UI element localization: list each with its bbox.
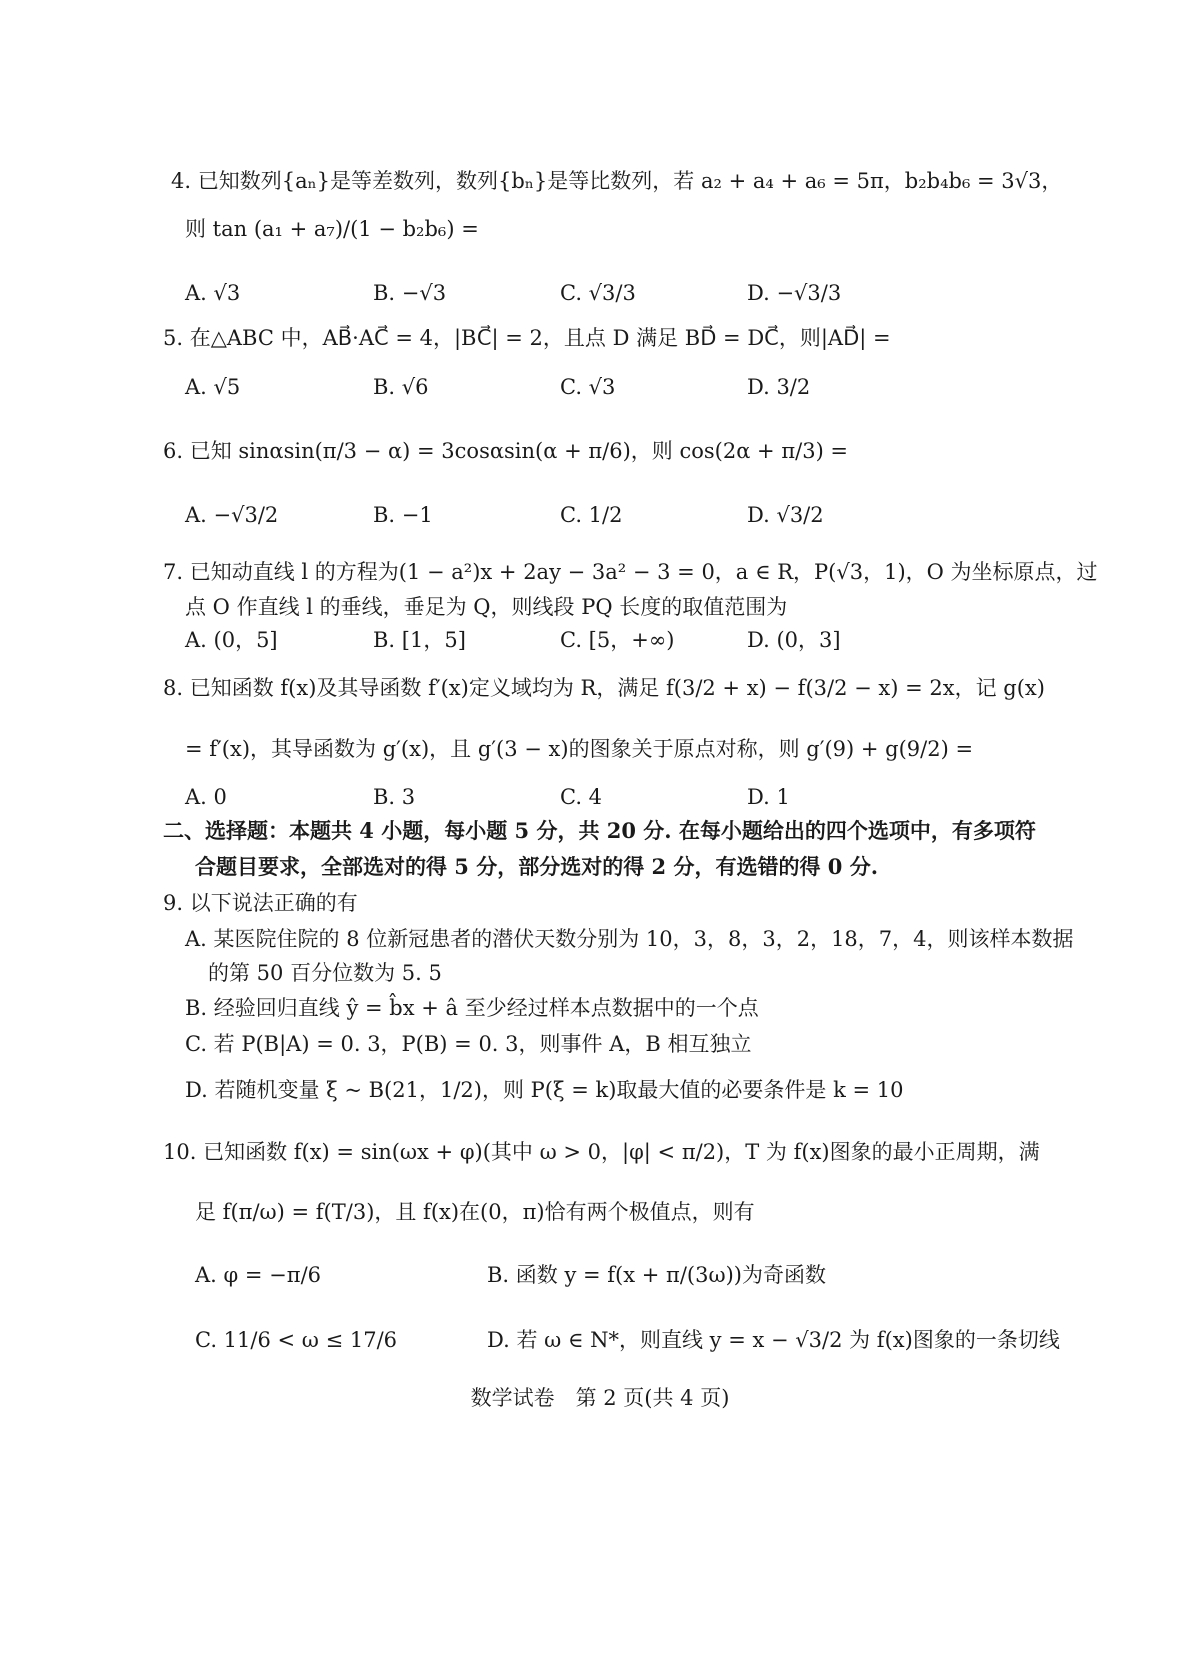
q9-option-a-line-1: A. 某医院住院的 8 位新冠患者的潜伏天数分别为 10，3，8，3，2，18，7，4，则该样本数据 xyxy=(185,927,1074,951)
q5-option-d: D. 3/2 xyxy=(747,375,811,399)
q9-option-d: D. 若随机变量 ξ ~ B(21，1/2)，则 P(ξ = k)取最大值的必要条件是 k = 10 xyxy=(185,1078,904,1102)
q10-option-b: B. 函数 y = f(x + π/(3ω))为奇函数 xyxy=(487,1263,826,1287)
q7-option-a: A. (0，5] xyxy=(185,628,278,652)
q6-option-b: B. −1 xyxy=(373,503,433,527)
q4-option-a: A. √3 xyxy=(185,281,241,305)
q5-option-b: B. √6 xyxy=(373,375,429,399)
section-2-heading-line-2: 合题目要求，全部选对的得 5 分，部分选对的得 2 分，有选错的得 0 分. xyxy=(195,854,879,879)
q7-line-1: 7. 已知动直线 l 的方程为(1 − a²)x + 2ay − 3a² − 3 = 0，a ∈ R，P(√3，1)，O 为坐标原点，过 xyxy=(163,560,1098,584)
q9-option-c: C. 若 P(B|A) = 0. 3，P(B) = 0. 3，则事件 A，B 相互独立 xyxy=(185,1032,752,1056)
q5-option-a: A. √5 xyxy=(185,375,241,399)
q5-option-c: C. √3 xyxy=(560,375,616,399)
q7-line-2: 点 O 作直线 l 的垂线，垂足为 Q，则线段 PQ 长度的取值范围为 xyxy=(185,595,788,619)
q8-option-b: B. 3 xyxy=(373,785,416,809)
q7-option-c: C. [5，+∞) xyxy=(560,628,675,652)
q10-line-2: 足 f(π/ω) = f(T/3)，且 f(x)在(0，π)恰有两个极值点，则有 xyxy=(195,1200,755,1224)
q9-stem: 9. 以下说法正确的有 xyxy=(163,891,358,915)
q10-line-1: 10. 已知函数 f(x) = sin(ωx + φ)(其中 ω > 0，|φ| < π/2)，T 为 f(x)图象的最小正周期，满 xyxy=(163,1140,1040,1164)
q8-line-2: = f′(x)，其导函数为 g′(x)，且 g′(3 − x)的图象关于原点对称，则 g′(9) + g(9/2) = xyxy=(185,737,974,761)
q10-option-a: A. φ = −π/6 xyxy=(195,1263,321,1287)
q9-option-b: B. 经验回归直线 ŷ = b̂x + â 至少经过样本点数据中的一个点 xyxy=(185,996,759,1020)
q7-option-d: D. (0，3] xyxy=(747,628,841,652)
q6-option-d: D. √3/2 xyxy=(747,503,824,527)
page-footer: 数学试卷 第 2 页(共 4 页) xyxy=(470,1386,730,1410)
q8-option-c: C. 4 xyxy=(560,785,603,809)
q10-option-c: C. 11/6 < ω ≤ 17/6 xyxy=(195,1328,398,1352)
q10-option-d: D. 若 ω ∈ N*，则直线 y = x − √3/2 为 f(x)图象的一条切线 xyxy=(487,1328,1060,1352)
q4-line-2: 则 tan (a₁ + a₇)/(1 − b₂b₆) = xyxy=(185,217,479,241)
q7-option-b: B. [1，5] xyxy=(373,628,466,652)
q8-line-1: 8. 已知函数 f(x)及其导函数 f′(x)定义域均为 R，满足 f(3/2 + x) − f(3/2 − x) = 2x，记 g(x) xyxy=(163,676,1045,700)
q6-option-a: A. −√3/2 xyxy=(185,503,279,527)
section-2-heading-line-1: 二、选择题：本题共 4 小题，每小题 5 分，共 20 分. 在每小题给出的四个选项中，有多项符 xyxy=(163,818,1036,843)
q4-option-c: C. √3/3 xyxy=(560,281,636,305)
q6-line-1: 6. 已知 sinαsin(π/3 − α) = 3cosαsin(α + π/6)，则 cos(2α + π/3) = xyxy=(163,439,849,463)
q4-option-d: D. −√3/3 xyxy=(747,281,842,305)
q6-option-c: C. 1/2 xyxy=(560,503,623,527)
q9-option-a-line-2: 的第 50 百分位数为 5. 5 xyxy=(208,961,442,985)
q8-option-d: D. 1 xyxy=(747,785,790,809)
q5-line-1: 5. 在△ABC 中，AB⃗·AC⃗ = 4，|BC⃗| = 2，且点 D 满足 BD⃗ = DC⃗，则|AD⃗| = xyxy=(163,326,891,350)
q4-option-b: B. −√3 xyxy=(373,281,447,305)
q4-line-1: 4. 已知数列{aₙ}是等差数列，数列{bₙ}是等比数列，若 a₂ + a₄ + a₆ = 5π，b₂b₄b₆ = 3√3， xyxy=(171,169,1063,193)
q8-option-a: A. 0 xyxy=(185,785,227,809)
